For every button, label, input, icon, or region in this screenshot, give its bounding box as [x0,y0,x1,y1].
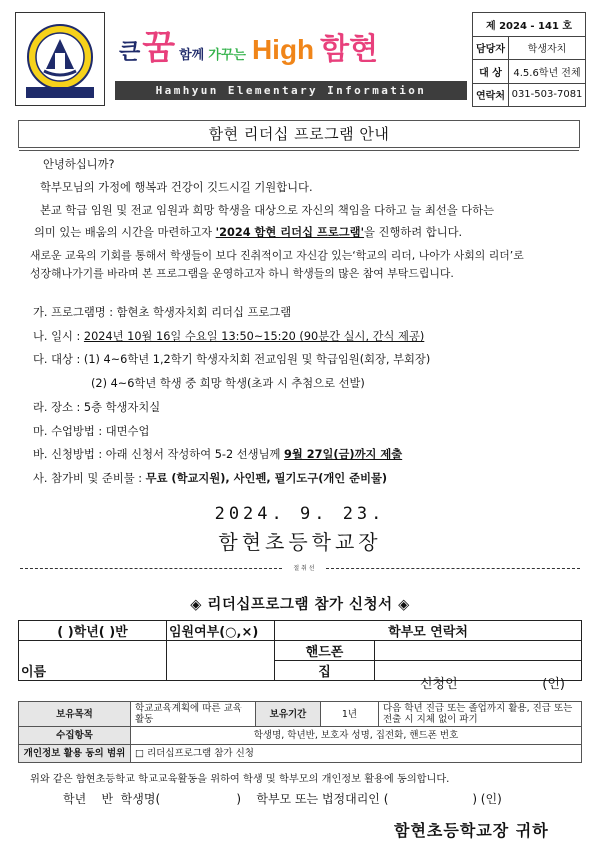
collected-items-label: 수집항목 [19,727,131,745]
location-item: 라. 장소 : 5층 학생자치실 [33,401,161,414]
target-item: 다. 대상 : (1) 4~6학년 1,2학기 학생자치회 전교임원 및 학급임원(회장, 부회장) [33,353,431,366]
purpose-value: 학교교육계획에 따른 교육활동 [131,702,256,727]
officer-status-input[interactable] [167,641,275,681]
program-name: '2024 함현 리더십 프로그램' [215,226,365,239]
slogan-word: 꿈 [142,28,176,68]
item-label: 나. 일시 : [33,330,84,343]
officer-status-field[interactable]: 임원여부(○,×) [167,621,275,641]
home-phone-label: 집 [275,661,375,681]
slogan-word: 함현 [320,32,379,67]
greeting-line: 본교 학급 임원 및 전교 임원과 희망 학생을 대상으로 자신의 책임을 다하고 늘 최선을 다하는 [40,204,495,217]
application-title: ◈ 리더십프로그램 참가 신청서 ◈ [190,597,410,613]
info-key: 담당자 [473,36,509,60]
issue-date: 2024. 9. 23. [214,504,386,524]
parent-contact-header: 학부모 연락처 [275,621,582,641]
applicant-signature [420,673,565,692]
schedule-item [33,329,424,345]
consent-scope-checkbox[interactable]: □ 리더십프로그램 참가 신청 [131,745,582,763]
cut-line-label: 절 취 선 [293,565,315,572]
period-label: 보유기간 [256,702,321,727]
grade-class-field[interactable]: ( )학년( )반 [19,621,167,641]
privacy-consent-table [18,701,582,763]
name-field[interactable]: 이름 [19,641,167,681]
school-principal: 함현초등학교장 [218,530,382,554]
slogan-word: 큰 [119,40,141,65]
consent-statement: 위와 같은 함현초등학교 학교교육활동을 위하여 학생 및 학부모의 개인정보 활용에 동의합니다. [30,774,450,785]
target-item: (2) 4~6학년 학생 중 희망 학생(초과 시 추첨으로 선발) [91,377,365,390]
greeting-text: 을 진행하려 합니다. [364,226,463,239]
period-note: 다음 학년 진급 또는 졸업까지 활용, 진급 또는 전출 시 지체 없이 파기 [379,702,582,727]
cut-line [20,564,580,574]
greeting-line: 안녕하십니까? [43,158,115,171]
info-value: 4.5.6학년 전체 [509,60,586,84]
info-value: 학생자치 [509,36,586,60]
slogan-word: 가꾸는 [208,48,246,63]
application-form [18,620,582,681]
school-logo [15,12,105,106]
fee-value: 무료 (학교지원), 사인펜, 필기도구(개인 준비물) [145,472,388,485]
phone-label: 핸드폰 [275,641,375,661]
info-value: 031-503-7081 [509,83,586,107]
school-emblem-icon [16,13,104,105]
applicant-seal[interactable]: (인) [542,677,565,692]
greeting-line [34,225,462,241]
consent-scope-label: 개인정보 활용 동의 범위 [19,745,131,763]
greeting-line: 새로운 교육의 기회를 통해서 학생들이 보다 진취적이고 자신감 있는‘학교의 리더, 나아가 사회의 리더’로 [30,249,524,262]
greeting-text: 의미 있는 배움의 시간을 마련하고자 [34,226,216,239]
signature-line[interactable]: 학년 반 학생명( ) 학부모 또는 법정대리인 ( ) (인) [63,792,502,806]
program-name-item: 가. 프로그램명 : 함현초 학생자치회 리더십 프로그램 [33,306,292,319]
info-key: 연락처 [473,83,509,107]
fee-item [33,471,387,487]
newsletter-info-table [472,12,586,107]
info-key: 대 상 [473,60,509,84]
method-item: 마. 수업방법 : 대면수업 [33,425,150,438]
cut-line-right [326,568,580,569]
school-slogan [119,20,378,76]
period-value: 1년 [321,702,379,727]
issue-number: 제 2024 - 141 호 [473,13,586,37]
item-label: 바. 신청방법 : 아래 신청서 작성하여 5-2 선생님께 [33,448,285,461]
purpose-label: 보유목적 [19,702,131,727]
addressee: 함현초등학교장 귀하 [394,821,549,840]
newsletter-masthead [105,12,472,106]
applicant-label: 신청인 [420,677,458,692]
newsletter-subtitle: Hamhyun Elementary Information [115,81,467,100]
schedule-value: 2024년 10월 16일 수요일 13:50~15:20 (90분간 실시, 간식 제공) [83,330,425,343]
slogan-word: High [251,34,315,65]
slogan-word: 함께 [179,48,205,63]
item-label: 사. 참가비 및 준비물 : [33,472,146,485]
greeting-line: 성장해나가기를 바라며 본 프로그램을 운영하고자 하니 학생들의 많은 참여 부탁드립니다. [30,267,454,280]
application-method-item [33,447,402,463]
greeting-line: 학부모님의 가정에 행복과 건강이 깃드시길 기원합니다. [40,181,313,194]
cut-line-left [20,568,282,569]
phone-input[interactable] [375,641,582,661]
deadline-value: 9월 27일(금)까지 제출 [284,448,403,461]
document-title: 함현 리더십 프로그램 안내 [18,120,580,148]
newsletter-header [15,12,586,106]
collected-items-value: 학생명, 학년반, 보호자 성명, 집전화, 핸드폰 번호 [131,727,582,745]
